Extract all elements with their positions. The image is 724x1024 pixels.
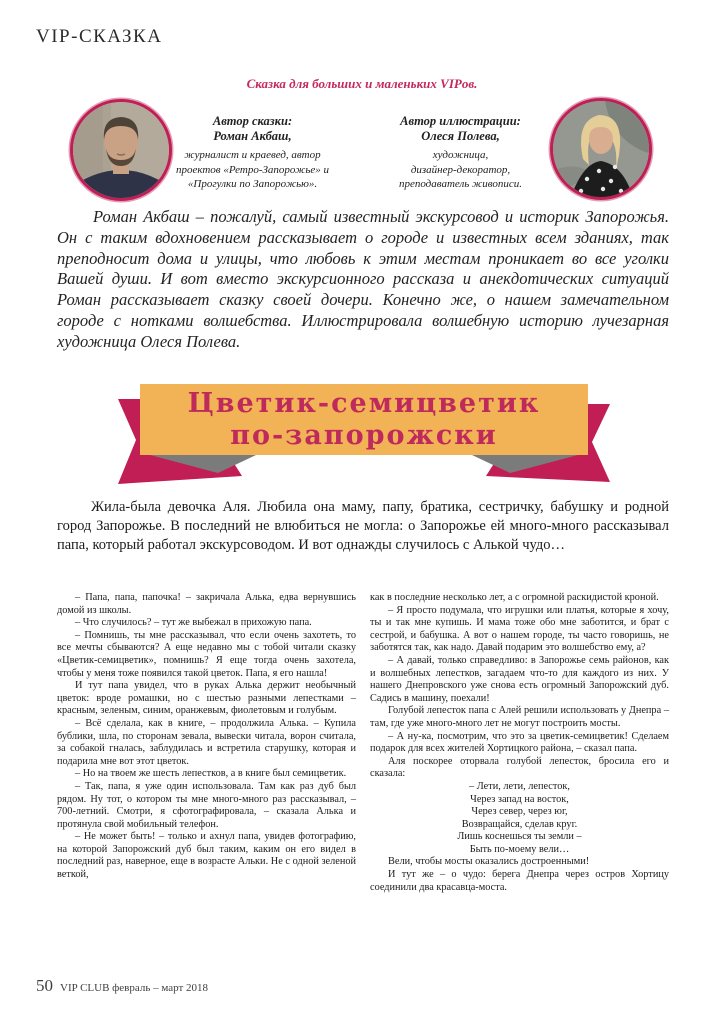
title-ribbon-banner: [118, 382, 610, 488]
text-line: проектов «Ретро-Запорожье» и: [175, 163, 330, 176]
text-line: Аля поскорее оторвала голубой лепесток, бросила его и сказала:: [370, 755, 669, 780]
woman-portrait-illustration: [553, 101, 649, 197]
story-author-description: [150, 148, 355, 192]
intro-paragraph: Роман Акбаш – пожалуй, самый известный экскурсовод и историк Запорожья. Он с таким вдохновением рассказывает о городе и известных всем зданиях, так преподносит дома и улицы, что любовь к этим местам проникает во все уголки Вашей души. И вот вместо экскурсионного рассказа и анекдотических ситуаций Роман рассказывает сказку своей дочери. Конечно же, о нашем замечательном городе с нотками волшебства. Иллюстрировала волшебную историю лучезарная художница Олеся Полева.: [57, 207, 669, 351]
text-line: дизайнер-декоратор,: [410, 163, 511, 176]
text-line: – Помнишь, ты мне рассказывал, что если очень захотеть, то все мечты сбываются? А еще недавно мы с тобой читали сказку «Цветик-семицветик», помнишь? Я еще тогда очень захотела, чтобы у меня тоже появился такой цветок. Папа, я его нашла!: [57, 629, 356, 679]
text-line: – Всё сделала, как в книге, – продолжила Алька. – Купила бублики, шла, по сторонам зевала, вывески читала, ворон считала, за собакой гналась, заблудилась и встретила старушку, которая и подарила мне вот этот цветок.: [57, 717, 356, 767]
text-line: преподаватель живописи.: [398, 178, 523, 190]
story-author-name: Роман Акбаш,: [213, 129, 292, 143]
text-line: – Но на твоем же шесть лепестков, а в книге был семицветик.: [75, 768, 347, 780]
illustration-author-description: [358, 148, 563, 192]
illustration-author-role: Автор иллюстрации:: [400, 114, 521, 128]
text-line: Через север, через юг,: [471, 806, 568, 818]
text-line: художница,: [432, 149, 489, 161]
text-line: – Папа, папа, папочка! – закричала Алька, едва вернувшись домой из школы.: [57, 592, 356, 616]
story-author-bio: [150, 114, 355, 192]
text-line: – Лети, лети, лепесток,: [469, 780, 570, 792]
story-lead-paragraph: Жила-была девочка Аля. Любила она маму, папу, братика, сестричку, бабушку и родной город Запорожье. В последний не влюбиться не могла: о Запорожье ей много-много рассказывал папа, который работал экскурсоводом. И вот однажды случилось с Алькой чудо…: [57, 499, 669, 554]
story-left-column: [57, 592, 356, 894]
text-line: Быть по-моему вели…: [469, 843, 570, 855]
text-line: журналист и краевед, автор: [184, 149, 321, 161]
page-number: 50: [36, 976, 53, 995]
text-line: Голубой лепесток папа с Алей решили использовать у Днепра – там, где уже много-много лет не могут построить мосты.: [370, 705, 669, 729]
text-line: Лишь коснешься ты земли –: [457, 831, 582, 843]
page-subtitle: Сказка для больших и маленьких VIPов.: [246, 76, 478, 91]
story-title-line1: Цветик-семицветик: [187, 388, 541, 419]
text-line: – А давай, только справедливо: в Запорожье семь районов, как и волшебных лепестков, загадаем что-то для каждого из них. У нашего Днепровского уже снова есть огромный Запорожский дуб. Садись в машину, поехали!: [370, 654, 669, 704]
text-line: И тут папа увидел, что в руках Алька держит необычный цветок: вроде ромашки, но с шестью разными лепестками – красным, зеленым, синим, оранжевым, фиолетовым и голубым.: [57, 680, 356, 717]
story-title: [140, 385, 588, 455]
illustration-author-name: Олеся Полева,: [421, 129, 500, 143]
story-title-line2: по-запорожски: [230, 420, 498, 451]
story-columns: [57, 592, 669, 894]
story-right-column: [370, 592, 669, 894]
text-line: И тут же – о чудо: берега Днепра через остров Хортицу соединили два красавца-моста.: [370, 869, 669, 893]
text-line: – Не может быть! – только и ахнул папа, увидев фотографию, на которой Запорожский дуб был таким, каким он его видел в последний раз, наверное, еще в возрасте Альки. Не с одной зеленой веткой,: [57, 831, 356, 881]
text-line: «Прогулки по Запорожью».: [187, 178, 318, 190]
right-column-ending: [370, 856, 669, 894]
section-rubric: VIP-СКАЗКА: [36, 26, 163, 47]
text-line: Вели, чтобы мосты оказались достроенными!: [388, 856, 590, 868]
page-footer: [36, 976, 208, 996]
text-line: – Так, папа, я уже один использовала. Там как раз дуб был рядом. Ну тот, о котором ты мне много-много раз рассказывал, – 700-летний. Смотри, я сфотографировала, – сказала Алька и протянула свой мобильный телефон.: [57, 780, 356, 830]
text-line: Возвращайся, сделав круг.: [461, 818, 578, 830]
portrait-olesya-poleva: [550, 98, 652, 200]
paragraph-continuation: как в последние несколько лет, а с огромной раскидистой кроной.: [370, 592, 659, 603]
illustration-author-bio: [358, 114, 563, 192]
magic-verse: [370, 781, 669, 857]
right-column-paragraphs: [370, 605, 669, 781]
text-line: – Я просто подумала, что игрушки или платья, которые я хочу, ты и так мне купишь. И мама тоже обо мне заботится, и брат с сестрой, и бабушка. А вот о нашем городе, ты часто говоришь, не заботятся так, как надо. Давай подарим это волшебство ему, а?: [370, 604, 669, 654]
edition-label: VIP CLUB февраль – март 2018: [60, 982, 209, 994]
text-line: – А ну-ка, посмотрим, что это за цветик-семицветик! Сделаем подарок для всех жителей Хортицкого района, – сказал папа.: [370, 730, 669, 755]
text-line: Через запад на восток,: [470, 793, 569, 805]
story-author-role: Автор сказки:: [212, 114, 293, 128]
text-line: – Что случилось? – тут же выбежал в прихожую папа.: [75, 617, 312, 629]
